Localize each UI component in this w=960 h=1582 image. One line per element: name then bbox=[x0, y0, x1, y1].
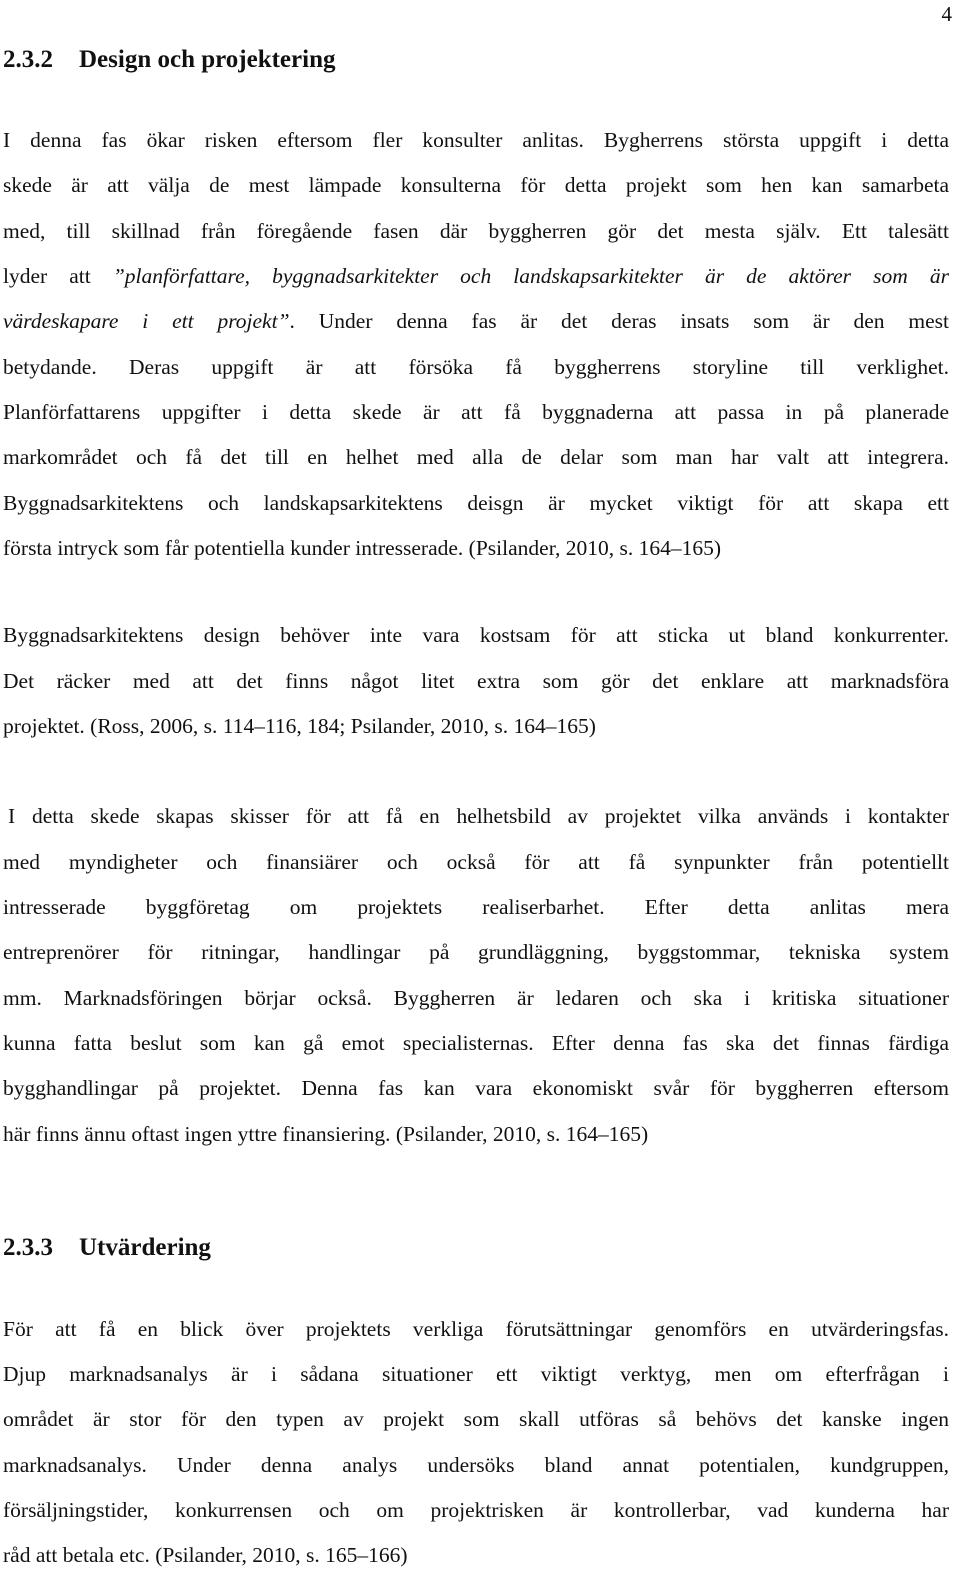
text-line: här finns ännu oftast ingen yttre finansiering. (Psilander, 2010, s. 164‒165) bbox=[3, 1122, 649, 1146]
text-line: Byggnadsarkitektens och landskapsarkitektens deisgn är mycket viktigt för att skapa ett bbox=[3, 491, 949, 515]
text-line: Det räcker med att det finns något litet extra som gör det enklare att marknadsföra bbox=[3, 669, 949, 693]
section-title: Design och projektering bbox=[79, 46, 336, 73]
text-line bbox=[3, 261, 949, 291]
text-line: kunna fatta beslut som kan gå emot specialisternas. Efter denna fas ska det finnas färdiga bbox=[3, 1031, 949, 1055]
section-heading-2-3-3 bbox=[3, 1233, 211, 1263]
text-line: mm. Marknadsföringen börjar också. Byggherren är ledaren och ska i kritiska situationer bbox=[3, 986, 949, 1010]
text-line: Byggnadsarkitektens design behöver inte vara kostsam för att sticka ut bland konkurrenter. bbox=[3, 623, 949, 647]
text-line: skede är att välja de mest lämpade konsulterna för detta projekt som hen kan samarbeta bbox=[3, 173, 949, 197]
text-line: försäljningstider, konkurrensen och om projektrisken är kontrollerbar, vad kunderna har bbox=[3, 1498, 949, 1522]
text-line: med myndigheter och finansiärer och också för att få synpunkter från potentiellt bbox=[3, 850, 949, 874]
text-line bbox=[3, 306, 949, 336]
text-line: I detta skede skapas skisser för att få en helhetsbild av projektet vilka används i kontakter bbox=[8, 804, 949, 828]
text-line: marknadsanalys. Under denna analys undersöks bland annat potentialen, kundgruppen, bbox=[3, 1453, 949, 1477]
section-title: Utvärdering bbox=[79, 1234, 211, 1261]
section-number: 2.3.3 bbox=[3, 1234, 53, 1261]
text-line: Planförfattarens uppgifter i detta skede är att få byggnaderna att passa in på planerade bbox=[3, 400, 949, 424]
text-line: med, till skillnad från föregående fasen där byggherren gör det mesta själv. Ett talesätt bbox=[3, 219, 949, 243]
text-run: . Under denna fas är det deras insats som är den mest bbox=[289, 309, 949, 333]
section-heading-2-3-2 bbox=[3, 45, 335, 75]
text-line: entreprenörer för ritningar, handlingar på grundläggning, byggstommar, tekniska system bbox=[3, 940, 949, 964]
text-line: intresserade byggföretag om projektets realiserbarhet. Efter detta anlitas mera bbox=[3, 895, 949, 919]
text-line: bygghandlingar på projektet. Denna fas kan vara ekonomiskt svår för byggherren eftersom bbox=[3, 1076, 949, 1100]
quote-italic: ”planförfattare, byggnadsarkitekter och landskapsarkitekter är de aktörer som är bbox=[112, 264, 949, 288]
text-line: projektet. (Ross, 2006, s. 114‒116, 184; Psilander, 2010, s. 164‒165) bbox=[3, 714, 596, 738]
text-line: första intryck som får potentiella kunder intresserade. (Psilander, 2010, s. 164‒165) bbox=[3, 536, 722, 560]
section-number: 2.3.2 bbox=[3, 46, 53, 73]
text-line: området är stor för den typen av projekt som skall utföras så behövs det kanske ingen bbox=[3, 1407, 949, 1431]
page-number: 4 bbox=[941, 2, 952, 26]
text-line: Djup marknadsanalys är i sådana situationer ett viktigt verktyg, men om efterfrågan i bbox=[3, 1362, 949, 1386]
quote-italic: värdeskapare i ett projekt” bbox=[3, 309, 290, 333]
text-line: markområdet och få det till en helhet med alla de delar som man har valt att integrera. bbox=[3, 445, 949, 469]
text-run: lyder att bbox=[3, 264, 113, 288]
text-line: För att få en blick över projektets verkliga förutsättningar genomförs en utvärderingsfas. bbox=[3, 1317, 949, 1341]
text-line: I denna fas ökar risken eftersom fler konsulter anlitas. Bygherrens största uppgift i detta bbox=[3, 128, 949, 152]
text-line: råd att betala etc. (Psilander, 2010, s. 165‒166) bbox=[3, 1543, 408, 1567]
text-line: betydande. Deras uppgift är att försöka få byggherrens storyline till verklighet. bbox=[3, 355, 949, 379]
